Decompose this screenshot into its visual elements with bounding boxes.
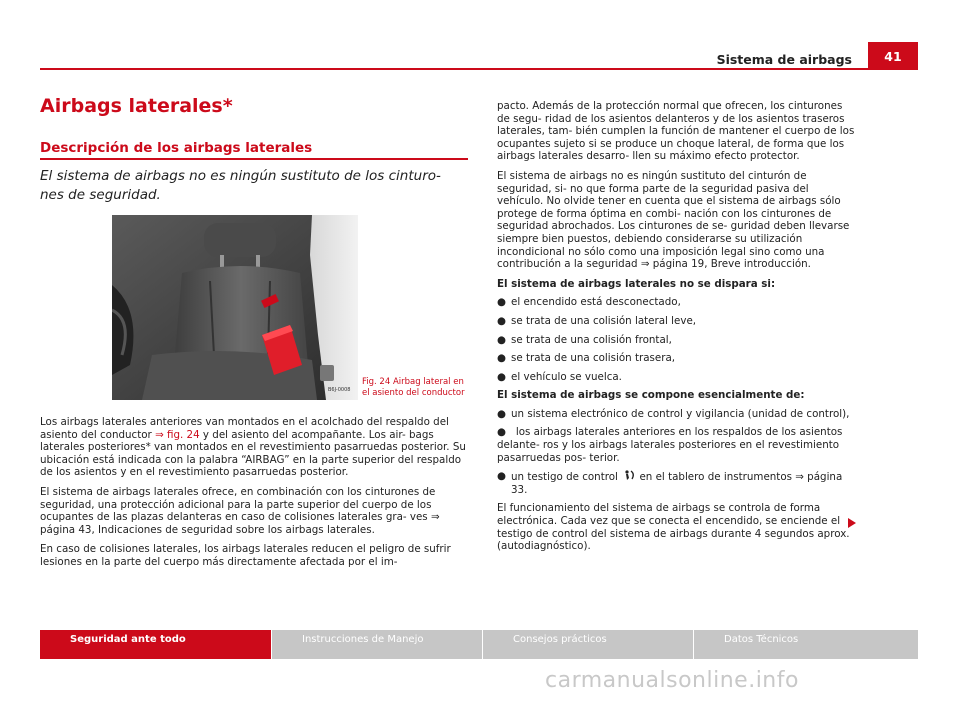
intro-text: El sistema de airbags no es ningún sustituto de los cinturo- nes de seguridad. bbox=[40, 168, 441, 203]
paragraph: El sistema de airbags laterales ofrece, en combinación con los cinturones de seguridad, una protección adicional para la parte superior del cuerpo de los ocupantes de las plazas delanteras en caso de colisiones laterales gra- ves ⇒ página 43, Indicaciones de seguridad sobre los airbags laterales. bbox=[40, 485, 440, 536]
airbag-warning-icon bbox=[624, 470, 636, 481]
paragraph: Los airbags laterales anteriores van montados en el acolchado del respaldo del asiento del conductor ⇒ fig. 24 y del asiento del acompañante. Los air- bags laterales posteriores* van montados en el revestimiento pasarruedas posterior. Su ubicación está indicada con la palabra “AIRBAG” en la parte superior del respaldo de los asientos y en el revestimiento pasarruedas posterior. bbox=[40, 416, 466, 479]
right-column bbox=[497, 100, 855, 560]
footer-tab-seguridad[interactable]: Seguridad ante todo bbox=[40, 630, 271, 659]
list-item: ● se trata de una colisión trasera, bbox=[497, 352, 676, 365]
figure-code: B6J-0008 bbox=[328, 387, 351, 393]
list-item: ● el encendido está desconectado, bbox=[497, 296, 681, 309]
subsection-title: Descripción de los airbags laterales bbox=[40, 140, 313, 156]
list-heading: El sistema de airbags se compone esencialmente de: bbox=[497, 389, 805, 402]
seat-photo-image bbox=[112, 215, 358, 400]
section-title: Airbags laterales* bbox=[40, 95, 233, 117]
figure-caption: Fig. 24 Airbag lateral en el asiento del conductor bbox=[362, 377, 465, 398]
header-rule bbox=[40, 68, 918, 70]
page-number: 41 bbox=[868, 42, 918, 69]
watermark: carmanualsonline.info bbox=[545, 668, 799, 693]
continue-arrow-icon bbox=[848, 518, 856, 528]
running-header-title: Sistema de airbags bbox=[716, 52, 852, 67]
list-item: ● un sistema electrónico de control y vigilancia (unidad de control), bbox=[497, 407, 850, 420]
paragraph: El funcionamiento del sistema de airbags se controla de forma electrónica. Cada vez que se conecta el encendido, se enciende el testigo de control del sistema de airbags durante 4 segundos aprox. (autodiagnóstico). bbox=[497, 502, 850, 553]
left-column bbox=[40, 416, 470, 576]
list-item: ● se trata de una colisión lateral leve, bbox=[497, 314, 697, 327]
paragraph: En caso de colisiones laterales, los airbags laterales reducen el peligro de sufrir lesiones en la parte del cuerpo más directamente afectada por el im- bbox=[40, 543, 451, 568]
footer-tab-consejos[interactable]: Consejos prácticos bbox=[483, 630, 693, 659]
figure-link[interactable]: ⇒ fig. 24 bbox=[155, 428, 200, 441]
subsection-rule bbox=[40, 158, 468, 160]
list-item: ● se trata de una colisión frontal, bbox=[497, 333, 672, 346]
list-item: ● los airbags laterales anteriores en los respaldos de los asientos delante- ros y los airbags laterales posteriores en el revestimiento pasarruedas pos- terior. bbox=[497, 426, 843, 464]
list-item: ● el vehículo se vuelca. bbox=[497, 370, 622, 383]
paragraph: pacto. Además de la protección normal que ofrecen, los cinturones de segu- ridad de los asientos delanteros y de los asientos traseros laterales, tam- bién cumplen la función de mantener el cuerpo de los ocupantes sujeto si se produce un choque lateral, de forma que los airbags laterales desarro- llen su máximo efecto protector. bbox=[497, 100, 855, 163]
list-item: ● un testigo de control en el tablero de instrumentos ⇒ página 33. bbox=[497, 470, 843, 496]
footer-tab-instrucciones[interactable]: Instrucciones de Manejo bbox=[272, 630, 482, 659]
list-heading: El sistema de airbags laterales no se dispara si: bbox=[497, 277, 776, 290]
paragraph: El sistema de airbags no es ningún sustituto del cinturón de seguridad, si- no que forma parte de la seguridad pasiva del vehículo. No olvide tener en cuenta que el sistema de airbags sólo protege de forma óptima en combi- nación con los cinturones de seguridad abrochados. Los cinturones de se- guridad deben llevarse siempre bien puestos, debiendo considerarse su utilización incondicional no sólo como una imposición legal sino como una contribución a la seguridad ⇒ página 19, Breve introducción. bbox=[497, 169, 850, 271]
seat-airbag-figure bbox=[112, 215, 358, 400]
footer-tab-datos[interactable]: Datos Técnicos bbox=[694, 630, 918, 659]
